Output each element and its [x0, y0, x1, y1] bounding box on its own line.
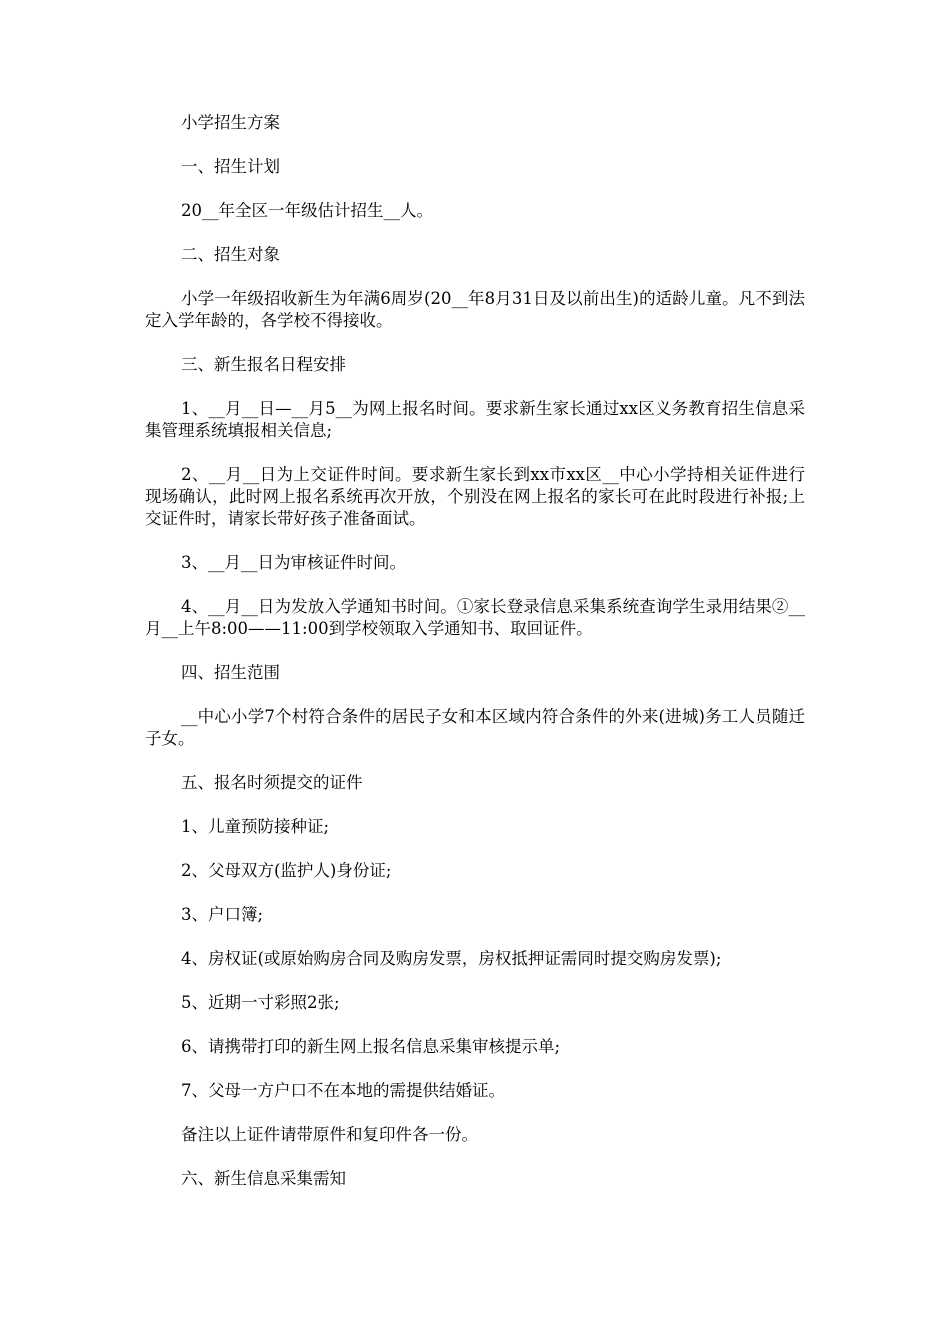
- document-item-3: 3、户口簿;: [181, 905, 264, 924]
- paragraph-plan: 20__年全区一年级估计招生__人。: [181, 201, 433, 220]
- schedule-item-1: 1、__月__日—__月5__为网上报名时间。要求新生家长通过xx区义务教育招生信息采集管理系统填报相关信息;: [145, 399, 805, 440]
- paragraph-scope: __中心小学7个村符合条件的居民子女和本区域内符合条件的外来(进城)务工人员随迁子女。: [145, 707, 805, 748]
- schedule-item-3: 3、__月__日为审核证件时间。: [181, 553, 406, 572]
- schedule-item-2: 2、__月__日为上交证件时间。要求新生家长到xx市xx区__中心小学持相关证件进行现场确认，此时网上报名系统再次开放，个别没在网上报名的家长可在此时段进行补报;上交证件时，请家长带好孩子准备面试。: [145, 465, 805, 528]
- note-paragraph: 备注以上证件请带原件和复印件各一份。: [181, 1125, 478, 1144]
- document-title: 小学招生方案: [181, 113, 280, 132]
- document-item-2: 2、父母双方(监护人)身份证;: [181, 861, 392, 880]
- document-item-1: 1、儿童预防接种证;: [181, 817, 330, 836]
- document-item-7: 7、父母一方户口不在本地的需提供结婚证。: [181, 1081, 505, 1100]
- document-item-4: 4、房权证(或原始购房合同及购房发票，房权抵押证需同时提交购房发票);: [181, 949, 722, 968]
- document-body: [145, 112, 805, 1212]
- section-heading-schedule: 三、新生报名日程安排: [181, 355, 346, 374]
- section-heading-info: 六、新生信息采集需知: [181, 1169, 346, 1188]
- section-heading-scope: 四、招生范围: [181, 663, 280, 682]
- paragraph-target: 小学一年级招收新生为年满6周岁(20__年8月31日及以前出生)的适龄儿童。凡不到法定入学年龄的，各学校不得接收。: [145, 289, 805, 330]
- document-item-6: 6、请携带打印的新生网上报名信息采集审核提示单;: [181, 1037, 561, 1056]
- document-item-5: 5、近期一寸彩照2张;: [181, 993, 340, 1012]
- section-heading-target: 二、招生对象: [181, 245, 280, 264]
- section-heading-documents: 五、报名时须提交的证件: [181, 773, 363, 792]
- section-heading-plan: 一、招生计划: [181, 157, 280, 176]
- schedule-item-4: 4、__月__日为发放入学通知书时间。①家长登录信息采集系统查询学生录用结果②__月__上午8:00——11:00到学校领取入学通知书、取回证件。: [145, 597, 805, 638]
